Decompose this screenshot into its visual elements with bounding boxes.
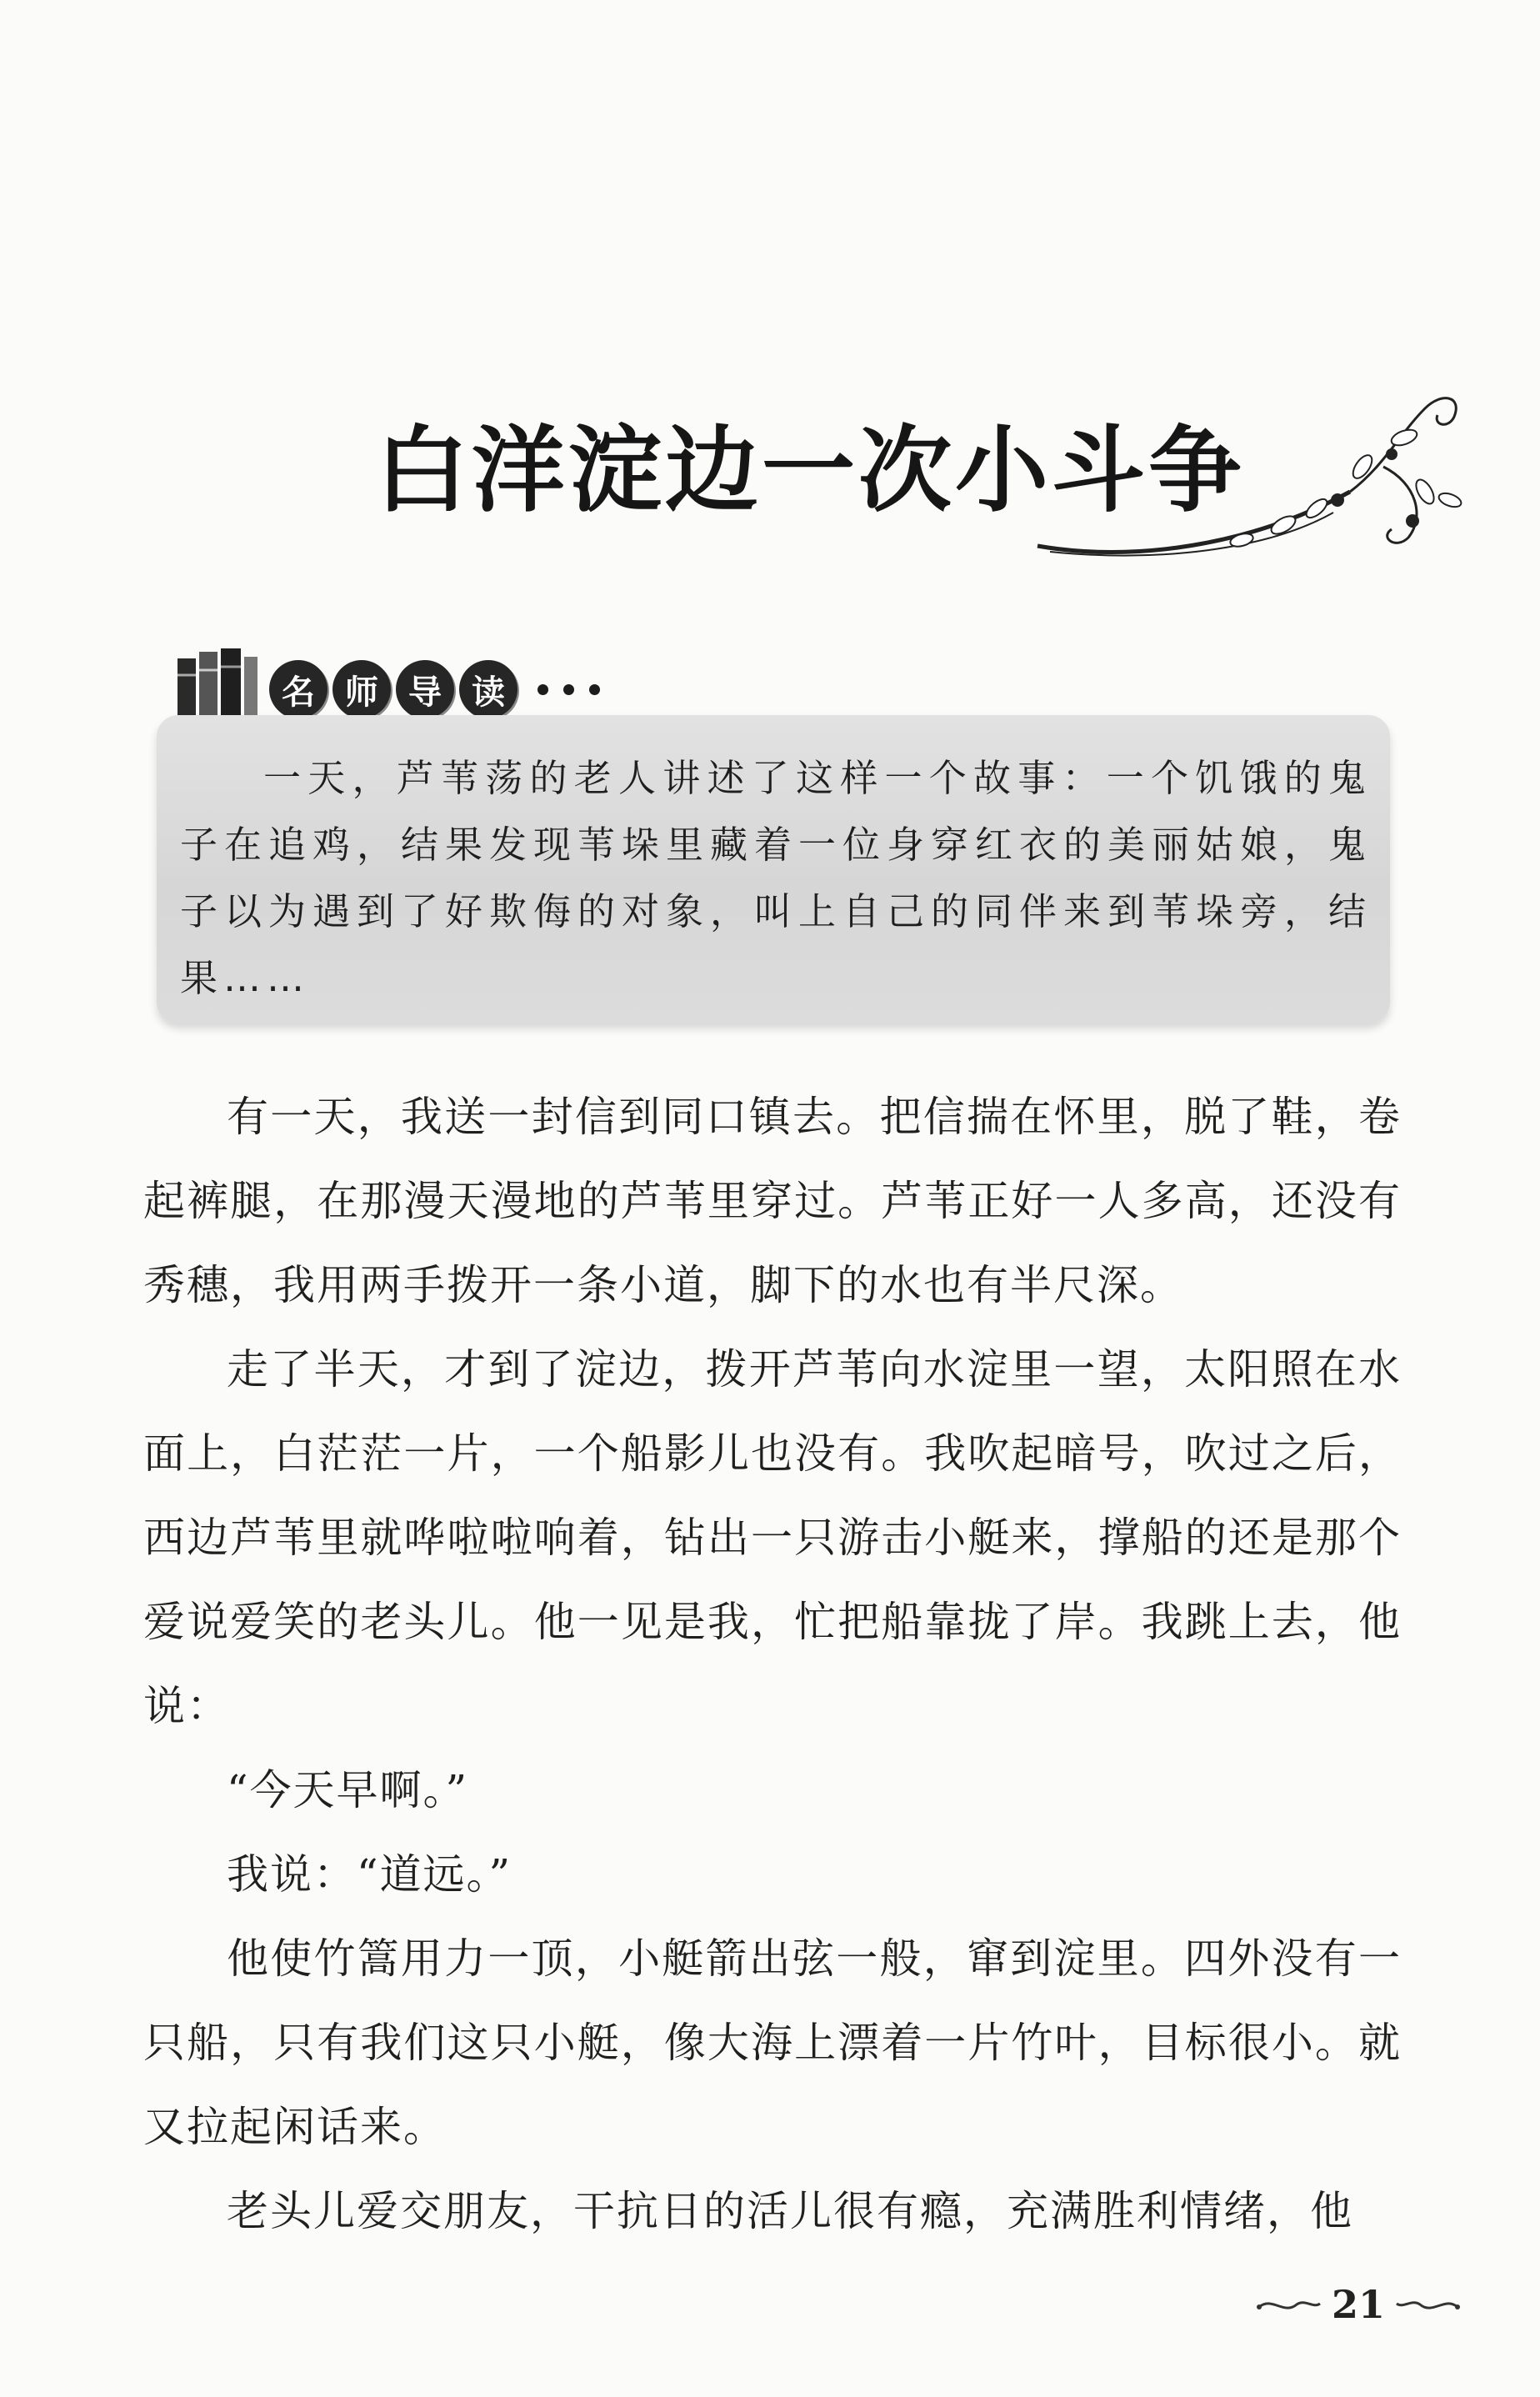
left-swirl-icon (1255, 2292, 1322, 2317)
page-number-block (1250, 2279, 1467, 2329)
page-number: 21 (1331, 2282, 1385, 2327)
paragraph: 老头儿爱交朋友，干抗日的活儿很有瘾，充满胜利情绪，他 (227, 2187, 1353, 2235)
paragraph: 走了半天，才到了淀边，拨开芦苇向水淀里一望，太阳照在水面上，白茫茫一片，一个船影儿也没有。我吹起暗号，吹过之后，西边芦苇里就哗啦啦响着，钻出一只游击小艇来，撑船的还是那个爱说爱笑的老头儿。他一见是我，忙把船靠拢了岸。我跳上去，他说： (143, 1345, 1402, 1730)
paragraph: 他使竹篙用力一顶，小艇箭出弦一般，窜到淀里。四外没有一只船，只有我们这只小艇，像大海上漂着一片竹叶，目标很小。就又拉起闲话来。 (143, 1934, 1402, 2151)
chapter-title-block (358, 375, 1467, 575)
paragraph: 有一天，我送一封信到同口镇去。把信揣在怀里，脱了鞋，卷起裤腿，在那漫天漫地的芦苇里穿过。芦苇正好一人多高，还没有秀穗，我用两手拨开一条小道，脚下的水也有半尺深。 (143, 1093, 1402, 1309)
right-swirl-icon (1395, 2292, 1462, 2317)
paragraph: 我说：“道远。” (227, 1850, 512, 1899)
guide-badge-3: 导 (396, 660, 454, 718)
guide-label (269, 660, 600, 718)
guide-badge-4: 读 (459, 660, 518, 718)
body-text (143, 1075, 1402, 2254)
guide-badge-2: 师 (332, 660, 391, 718)
vine-ornament-icon (1033, 375, 1467, 567)
teacher-guide-box (157, 715, 1390, 1023)
paragraph: “今天早啊。” (227, 1766, 469, 1814)
ellipsis-dots-icon (538, 684, 600, 695)
chapter-title: 白洋淀边一次小斗争 (375, 416, 1245, 525)
teacher-guide-text: 一天，芦苇荡的老人讲述了这样一个故事：一个饥饿的鬼子在追鸡，结果发现苇垛里藏着一位身穿红衣的美丽姑娘，鬼子以为遇到了好欺侮的对象，叫上自己的同伴来到苇垛旁，结果…… (180, 756, 1372, 1000)
guide-badge-1: 名 (269, 660, 328, 718)
